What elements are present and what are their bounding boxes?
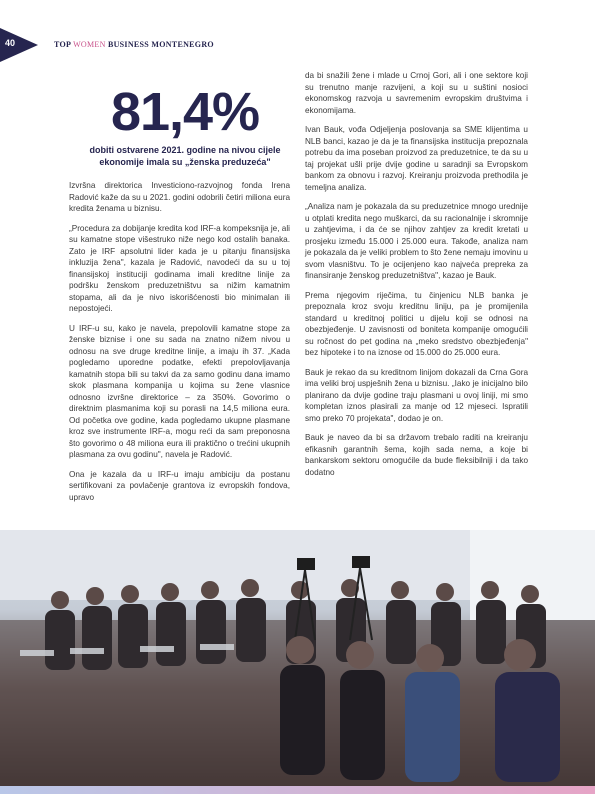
- running-head-part3: BUSINESS MONTENEGRO: [105, 40, 214, 49]
- page-number: 40: [5, 38, 16, 48]
- bottom-color-band: [0, 786, 595, 794]
- left-column: [69, 180, 290, 511]
- running-head-women: WOMEN: [73, 40, 106, 49]
- paragraph: Bauk je naveo da bi sa državom trebalo raditi na kreiranju efikasnih garantnih šema, kojih sada nema, a koje bi bankarskom sektoru omogućile da bude fleksibilniji i da tako dodatno: [305, 433, 528, 477]
- paragraph: Ona je kazala da u IRF-u imaju ambiciju da postanu sertifikovani za povlačenje grantova iz evropskih fondova, upravo: [69, 469, 290, 502]
- highlight-caption-line2: ekonomije imala su „ženska preduzeća": [99, 156, 271, 167]
- paragraph: Izvršna direktorica Investiciono-razvojnog fonda Irena Radović kaže da su u 2021. godini odobrili četiri miliona eura kredita ženama u biznisu.: [69, 181, 290, 213]
- running-head-part1: TOP: [54, 40, 74, 49]
- photo-illustration: [0, 530, 595, 794]
- right-column: [305, 70, 528, 486]
- running-head: [54, 40, 214, 49]
- highlight-caption: [70, 145, 300, 168]
- paragraph: „Procedura za dobijanje kredita kod IRF-a kompeksnija je, ali su kamatne stope višestruko niže nego kod ostalih banaka. Zato je IRF apsolutni lider kada je u pitanju finansijska inkluzija žena", kazala je Radović, navodeći da su u toj finansijskoj instituciji godinama imali kreditne linije za podršku ženskom preduzetništvu sa nižim kamatnim stopama, ali da je nivo iskorišćenosti bio minimalan ili nepostojeći.: [69, 223, 290, 313]
- conference-audience-photo: [0, 530, 595, 794]
- paragraph: Prema njegovim riječima, tu činjenicu NLB banka je prepoznala kroz svoju kreditnu liniju, pa je promijenila standard u kreditnoj politici u dijelu koji se odnosi na obezbjeđenje. U zavisnosti od boniteta kompanije omogućili su ročnost do pet godina na „meko sredstvo obezbjeđenja" bez hipoteke i to na iznose od 15.000 do 25.000 eura.: [305, 290, 528, 357]
- paragraph: Bauk je rekao da su kreditnom linijom dokazali da Crna Gora ima veliki broj uspješnih žena u biznisu. „Iako je inicijalno bilo planirano da dvije godine traju plasmani u ovoj liniji, mi smo kompletan iznos plasirali za manje od 12 mjeseci. Ispratili smo preko 70 projekata", dodao je on.: [305, 367, 528, 423]
- highlight-caption-line1: dobiti ostvarene 2021. godine na nivou cijele: [89, 145, 281, 155]
- paragraph: U IRF-u su, kako je navela, prepolovili kamatne stope za ženske biznise i one su sada na znatno nižem nivou u odnosu na sve druge kreditne linije, a imaju ih 37. „Kada pogledamo uporedne podatke, efekti prepolovljavanja kamatnih stopa bili su takvi da za samo godinu dana imamo skok plasmana kompanija u kojima su žene vlasnice odnosno izvršne direktorice – za 350%. Govorimo o direktnim plasmanima koji su porasli na 14,5 miliona eura. Od početka ove godine, kada pogledamo ukupne plasmane kroz sve instrumente IRF-a, mogu reći da sam preponosna što govorimo o 48 miliona eura ili praktično o trećini ukupnih plasmana za ovu godinu", navela je Radović.: [69, 323, 290, 459]
- paragraph: Ivan Bauk, vođa Odjeljenja poslovanja sa SME klijentima u NLB banci, kazao je da je ta finansijska institucija prepoznala potrebu da ima poseban proizvod za preduzetnice, te da su u taj projekat ušli prije dvije godine u saradnji sa Evropskom bankom za obnovu i razvoj. Kreiranju proizvoda prethodila je temeljna analiza.: [305, 125, 528, 192]
- paragraph: „Analiza nam je pokazala da su preduzetnice mnogo urednije u otplati kredita nego muškarci, da su racionalnije i skromnije u zahtjevima, i da će se njihov zahtjev za kredit kretati u prosjeku između 15.000 i 25.000 eura. Takođe, analiza nam je pokazala da je veliki problem to što žene nemaju imovinu u svom vlasništvu. To je ocijenjeno kao najveća prepreka za finansiranje ženskog preduzetništva", kazao je Bauk.: [305, 202, 528, 280]
- highlight-number: 81,4%: [110, 82, 260, 142]
- paragraph: da bi snažili žene i mlade u Crnoj Gori, ali i one sektore koji su trenutno manje razvijeni, a koji su u suštini nosioci ekonomskog razvoja u savremenim evropskim društvima i ekonomijama.: [305, 71, 528, 115]
